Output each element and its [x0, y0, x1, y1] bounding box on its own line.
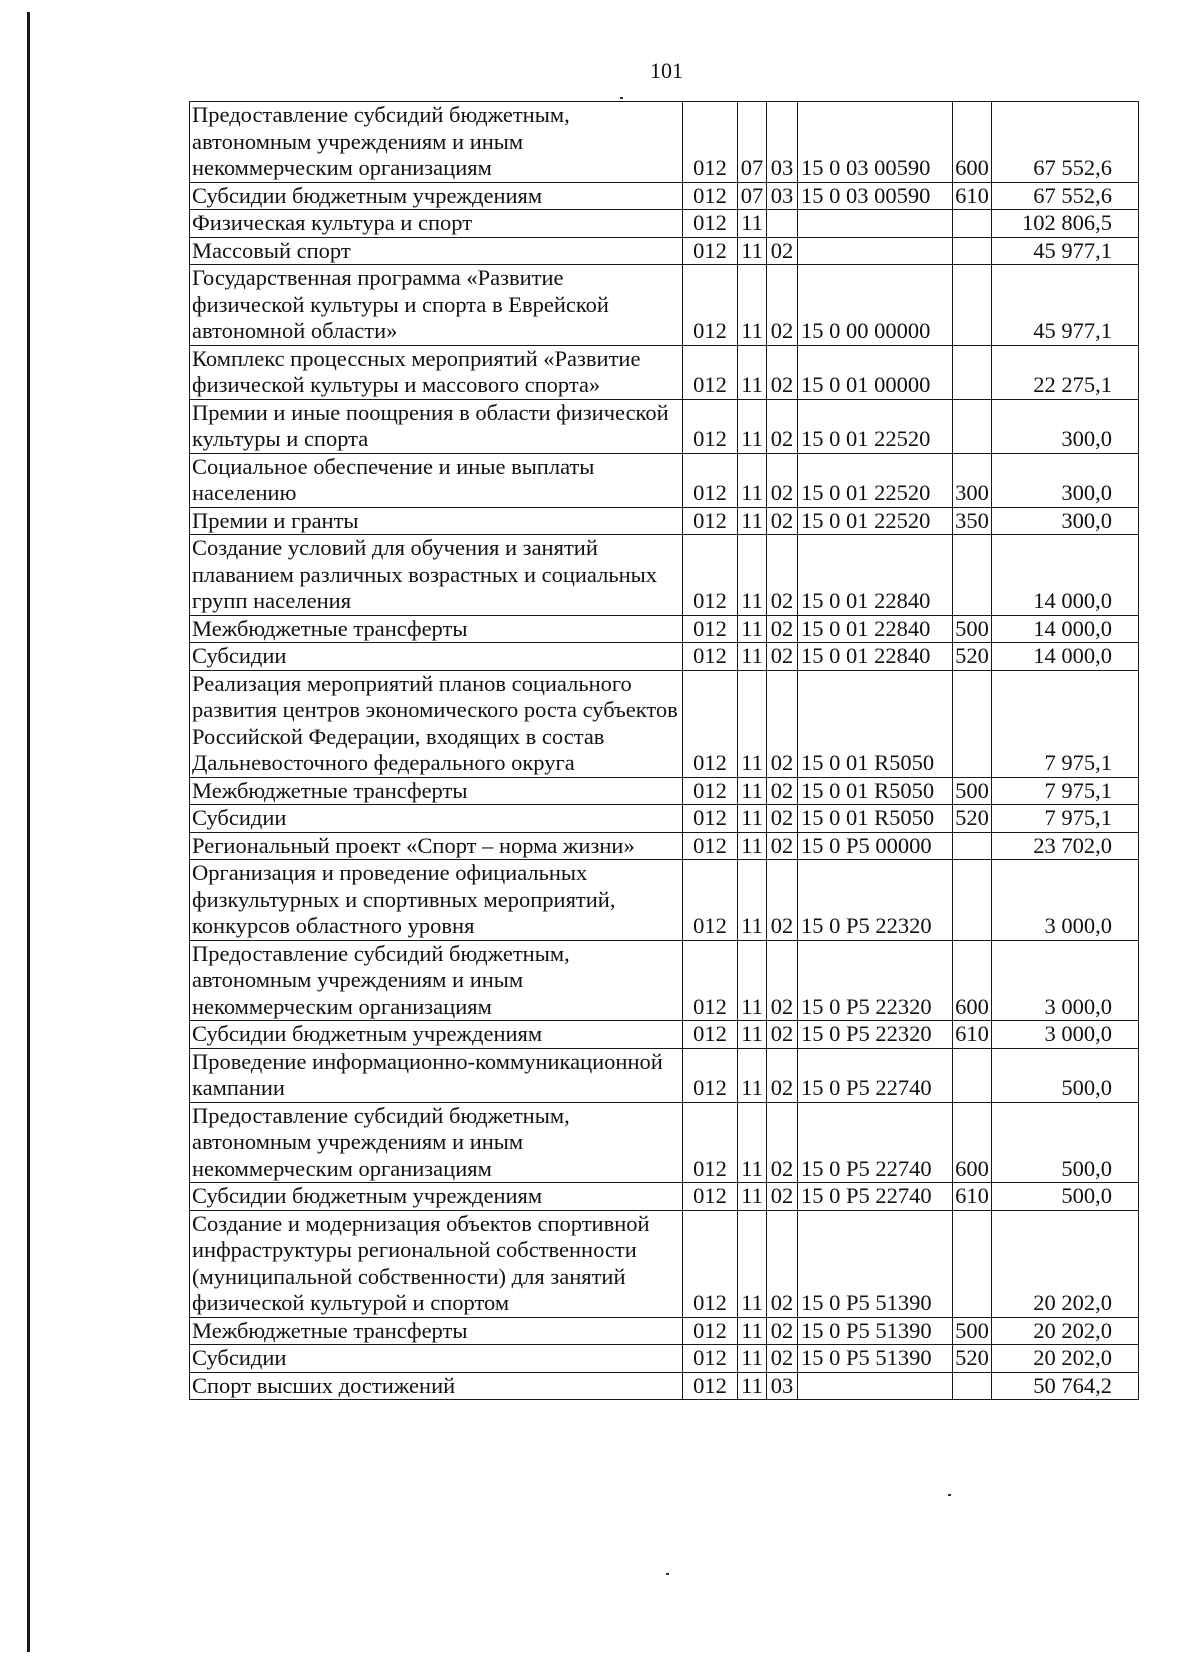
expense-type-code-cell: 500 [953, 1317, 992, 1345]
expense-type-code-cell: 600 [953, 1102, 992, 1183]
expense-type-code-cell [953, 535, 992, 616]
expense-name-cell: Межбюджетные трансферты [190, 1317, 683, 1345]
subsection-code-cell: 03 [767, 102, 798, 183]
amount-cell: 14 000,0 [992, 615, 1139, 643]
ministry-code-cell: 012 [683, 832, 738, 860]
expense-name-cell: Организация и проведение официальных физкультурных и спортивных мероприятий, конкурсов областного уровня [190, 860, 683, 941]
expense-type-code-cell: 600 [953, 102, 992, 183]
expense-type-code-cell: 610 [953, 1183, 992, 1211]
expense-name-cell: Создание условий для обучения и занятий плаванием различных возрастных и социальных групп населения [190, 535, 683, 616]
amount-cell: 23 702,0 [992, 832, 1139, 860]
section-code-cell: 11 [738, 237, 767, 265]
expense-name-cell: Спорт высших достижений [190, 1372, 683, 1400]
page-number: 101 [650, 58, 683, 83]
subsection-code-cell: 03 [767, 182, 798, 210]
subsection-code-cell [767, 210, 798, 238]
expense-type-code-cell [953, 670, 992, 777]
amount-cell: 500,0 [992, 1183, 1139, 1211]
section-code-cell: 11 [738, 832, 767, 860]
target-article-code-cell: 15 0 P5 00000 [798, 832, 953, 860]
expense-type-code-cell: 350 [953, 507, 992, 535]
target-article-code-cell: 15 0 01 22840 [798, 615, 953, 643]
expense-type-code-cell [953, 1048, 992, 1102]
subsection-code-cell: 02 [767, 237, 798, 265]
table-row [190, 237, 1139, 265]
table-row [190, 1372, 1139, 1400]
amount-cell: 102 806,5 [992, 210, 1139, 238]
table-row [190, 670, 1139, 777]
subsection-code-cell: 02 [767, 1021, 798, 1049]
expense-name-cell: Предоставление субсидий бюджетным, автономным учреждениям и иным некоммерческим организациям [190, 940, 683, 1021]
subsection-code-cell: 02 [767, 1210, 798, 1317]
section-code-cell: 11 [738, 940, 767, 1021]
expense-name-cell: Региональный проект «Спорт – норма жизни» [190, 832, 683, 860]
ministry-code-cell: 012 [683, 940, 738, 1021]
subsection-code-cell: 02 [767, 1345, 798, 1373]
amount-cell: 300,0 [992, 507, 1139, 535]
target-article-code-cell: 15 0 01 22520 [798, 399, 953, 453]
ministry-code-cell: 012 [683, 1210, 738, 1317]
table-row [190, 1102, 1139, 1183]
amount-cell: 22 275,1 [992, 345, 1139, 399]
table-row [190, 860, 1139, 941]
subsection-code-cell: 02 [767, 670, 798, 777]
expense-name-cell: Премии и иные поощрения в области физической культуры и спорта [190, 399, 683, 453]
expense-type-code-cell: 520 [953, 805, 992, 833]
table-row [190, 615, 1139, 643]
expense-type-code-cell: 500 [953, 615, 992, 643]
table-row [190, 345, 1139, 399]
expense-type-code-cell [953, 1372, 992, 1400]
target-article-code-cell: 15 0 01 22840 [798, 535, 953, 616]
section-code-cell: 11 [738, 1102, 767, 1183]
expense-name-cell: Субсидии бюджетным учреждениям [190, 182, 683, 210]
target-article-code-cell: 15 0 01 R5050 [798, 777, 953, 805]
amount-cell: 3 000,0 [992, 860, 1139, 941]
subsection-code-cell: 02 [767, 507, 798, 535]
expense-type-code-cell [953, 345, 992, 399]
amount-cell: 50 764,2 [992, 1372, 1139, 1400]
subsection-code-cell: 02 [767, 453, 798, 507]
table-row [190, 832, 1139, 860]
expense-type-code-cell [953, 399, 992, 453]
subsection-code-cell: 02 [767, 777, 798, 805]
table-row [190, 453, 1139, 507]
target-article-code-cell: 15 0 01 22840 [798, 643, 953, 671]
target-article-code-cell: 15 0 P5 22320 [798, 860, 953, 941]
subsection-code-cell: 03 [767, 1372, 798, 1400]
table-row [190, 1048, 1139, 1102]
ministry-code-cell: 012 [683, 1317, 738, 1345]
amount-cell: 300,0 [992, 453, 1139, 507]
target-article-code-cell: 15 0 P5 22320 [798, 1021, 953, 1049]
table-row [190, 507, 1139, 535]
ministry-code-cell: 012 [683, 1102, 738, 1183]
table-row [190, 1345, 1139, 1373]
section-code-cell: 11 [738, 1021, 767, 1049]
amount-cell: 7 975,1 [992, 777, 1139, 805]
expense-type-code-cell [953, 210, 992, 238]
section-code-cell: 11 [738, 1183, 767, 1211]
ministry-code-cell: 012 [683, 1345, 738, 1373]
section-code-cell: 11 [738, 860, 767, 941]
expense-name-cell: Межбюджетные трансферты [190, 615, 683, 643]
ministry-code-cell: 012 [683, 265, 738, 346]
ministry-code-cell: 012 [683, 345, 738, 399]
table-row [190, 643, 1139, 671]
subsection-code-cell: 02 [767, 643, 798, 671]
target-article-code-cell: 15 0 P5 51390 [798, 1210, 953, 1317]
amount-cell: 20 202,0 [992, 1210, 1139, 1317]
section-code-cell: 11 [738, 210, 767, 238]
ministry-code-cell: 012 [683, 102, 738, 183]
expense-name-cell: Субсидии [190, 643, 683, 671]
expense-name-cell: Создание и модернизация объектов спортивной инфраструктуры региональной собственности (муниципальной собственности) для занятий физической культурой и спортом [190, 1210, 683, 1317]
expense-type-code-cell: 610 [953, 1021, 992, 1049]
target-article-code-cell: 15 0 03 00590 [798, 182, 953, 210]
table-row [190, 805, 1139, 833]
target-article-code-cell: 15 0 P5 51390 [798, 1345, 953, 1373]
ministry-code-cell: 012 [683, 805, 738, 833]
amount-cell: 20 202,0 [992, 1345, 1139, 1373]
expense-name-cell: Межбюджетные трансферты [190, 777, 683, 805]
section-code-cell: 11 [738, 1372, 767, 1400]
target-article-code-cell: 15 0 P5 22740 [798, 1102, 953, 1183]
subsection-code-cell: 02 [767, 1317, 798, 1345]
section-code-cell: 11 [738, 399, 767, 453]
ministry-code-cell: 012 [683, 1048, 738, 1102]
amount-cell: 500,0 [992, 1048, 1139, 1102]
section-code-cell: 11 [738, 1345, 767, 1373]
subsection-code-cell: 02 [767, 399, 798, 453]
expense-type-code-cell: 600 [953, 940, 992, 1021]
amount-cell: 3 000,0 [992, 1021, 1139, 1049]
amount-cell: 45 977,1 [992, 237, 1139, 265]
amount-cell: 14 000,0 [992, 535, 1139, 616]
expense-name-cell: Комплекс процессных мероприятий «Развитие физической культуры и массового спорта» [190, 345, 683, 399]
table-row [190, 102, 1139, 183]
amount-cell: 500,0 [992, 1102, 1139, 1183]
section-code-cell: 11 [738, 805, 767, 833]
section-code-cell: 11 [738, 643, 767, 671]
target-article-code-cell: 15 0 01 22520 [798, 453, 953, 507]
section-code-cell: 11 [738, 507, 767, 535]
table-row [190, 1210, 1139, 1317]
expense-name-cell: Физическая культура и спорт [190, 210, 683, 238]
section-code-cell: 11 [738, 615, 767, 643]
section-code-cell: 11 [738, 1048, 767, 1102]
expense-name-cell: Субсидии бюджетным учреждениям [190, 1183, 683, 1211]
table-body [190, 102, 1139, 1400]
target-article-code-cell: 15 0 00 00000 [798, 265, 953, 346]
target-article-code-cell: 15 0 01 R5050 [798, 670, 953, 777]
expense-name-cell: Предоставление субсидий бюджетным, автономным учреждениям и иным некоммерческим организациям [190, 1102, 683, 1183]
expense-type-code-cell [953, 265, 992, 346]
expense-type-code-cell: 610 [953, 182, 992, 210]
expense-name-cell: Премии и гранты [190, 507, 683, 535]
scan-speck [666, 1573, 669, 1575]
section-code-cell: 07 [738, 182, 767, 210]
ministry-code-cell: 012 [683, 453, 738, 507]
ministry-code-cell: 012 [683, 643, 738, 671]
subsection-code-cell: 02 [767, 832, 798, 860]
subsection-code-cell: 02 [767, 1102, 798, 1183]
amount-cell: 300,0 [992, 399, 1139, 453]
ministry-code-cell: 012 [683, 399, 738, 453]
ministry-code-cell: 012 [683, 1372, 738, 1400]
target-article-code-cell: 15 0 P5 22320 [798, 940, 953, 1021]
subsection-code-cell: 02 [767, 265, 798, 346]
subsection-code-cell: 02 [767, 345, 798, 399]
table-row [190, 777, 1139, 805]
scan-speck [948, 1494, 951, 1496]
table-row [190, 399, 1139, 453]
section-code-cell: 11 [738, 265, 767, 346]
budget-table [189, 101, 1139, 1400]
ministry-code-cell: 012 [683, 860, 738, 941]
amount-cell: 3 000,0 [992, 940, 1139, 1021]
table-row [190, 1021, 1139, 1049]
expense-name-cell: Государственная программа «Развитие физической культуры и спорта в Еврейской автономной области» [190, 265, 683, 346]
amount-cell: 67 552,6 [992, 182, 1139, 210]
table-row [190, 265, 1139, 346]
table-row [190, 182, 1139, 210]
amount-cell: 20 202,0 [992, 1317, 1139, 1345]
ministry-code-cell: 012 [683, 615, 738, 643]
expense-type-code-cell: 300 [953, 453, 992, 507]
amount-cell: 7 975,1 [992, 670, 1139, 777]
amount-cell: 7 975,1 [992, 805, 1139, 833]
target-article-code-cell: 15 0 P5 22740 [798, 1183, 953, 1211]
ministry-code-cell: 012 [683, 182, 738, 210]
ministry-code-cell: 012 [683, 670, 738, 777]
target-article-code-cell: 15 0 P5 51390 [798, 1317, 953, 1345]
section-code-cell: 07 [738, 102, 767, 183]
target-article-code-cell: 15 0 03 00590 [798, 102, 953, 183]
target-article-code-cell [798, 210, 953, 238]
expense-type-code-cell: 520 [953, 643, 992, 671]
amount-cell: 67 552,6 [992, 102, 1139, 183]
expense-name-cell: Предоставление субсидий бюджетным, автономным учреждениям и иным некоммерческим организациям [190, 102, 683, 183]
table-row [190, 535, 1139, 616]
section-code-cell: 11 [738, 345, 767, 399]
section-code-cell: 11 [738, 1317, 767, 1345]
section-code-cell: 11 [738, 777, 767, 805]
expense-type-code-cell: 520 [953, 1345, 992, 1373]
subsection-code-cell: 02 [767, 615, 798, 643]
expense-name-cell: Социальное обеспечение и иные выплаты населению [190, 453, 683, 507]
target-article-code-cell [798, 237, 953, 265]
subsection-code-cell: 02 [767, 940, 798, 1021]
subsection-code-cell: 02 [767, 805, 798, 833]
scan-speck [620, 97, 623, 99]
ministry-code-cell: 012 [683, 777, 738, 805]
expense-name-cell: Субсидии [190, 1345, 683, 1373]
target-article-code-cell: 15 0 01 22520 [798, 507, 953, 535]
section-code-cell: 11 [738, 670, 767, 777]
expense-type-code-cell [953, 860, 992, 941]
subsection-code-cell: 02 [767, 1183, 798, 1211]
section-code-cell: 11 [738, 535, 767, 616]
ministry-code-cell: 012 [683, 237, 738, 265]
subsection-code-cell: 02 [767, 860, 798, 941]
section-code-cell: 11 [738, 1210, 767, 1317]
section-code-cell: 11 [738, 453, 767, 507]
expense-type-code-cell [953, 832, 992, 860]
expense-name-cell: Субсидии [190, 805, 683, 833]
expense-name-cell: Реализация мероприятий планов социального развития центров экономического роста субъектов Российской Федерации, входящих в состав Дальневосточного федерального округа [190, 670, 683, 777]
expense-name-cell: Субсидии бюджетным учреждениям [190, 1021, 683, 1049]
amount-cell: 45 977,1 [992, 265, 1139, 346]
amount-cell: 14 000,0 [992, 643, 1139, 671]
expense-type-code-cell: 500 [953, 777, 992, 805]
table-row [190, 1183, 1139, 1211]
subsection-code-cell: 02 [767, 1048, 798, 1102]
expense-name-cell: Массовый спорт [190, 237, 683, 265]
expense-type-code-cell [953, 1210, 992, 1317]
table-row [190, 940, 1139, 1021]
scan-edge-line [27, 12, 30, 1652]
table-row [190, 210, 1139, 238]
target-article-code-cell: 15 0 P5 22740 [798, 1048, 953, 1102]
expense-name-cell: Проведение информационно-коммуникационной кампании [190, 1048, 683, 1102]
ministry-code-cell: 012 [683, 1183, 738, 1211]
ministry-code-cell: 012 [683, 1021, 738, 1049]
expense-type-code-cell [953, 237, 992, 265]
target-article-code-cell: 15 0 01 R5050 [798, 805, 953, 833]
ministry-code-cell: 012 [683, 507, 738, 535]
table-row [190, 1317, 1139, 1345]
ministry-code-cell: 012 [683, 535, 738, 616]
ministry-code-cell: 012 [683, 210, 738, 238]
target-article-code-cell: 15 0 01 00000 [798, 345, 953, 399]
subsection-code-cell: 02 [767, 535, 798, 616]
target-article-code-cell [798, 1372, 953, 1400]
